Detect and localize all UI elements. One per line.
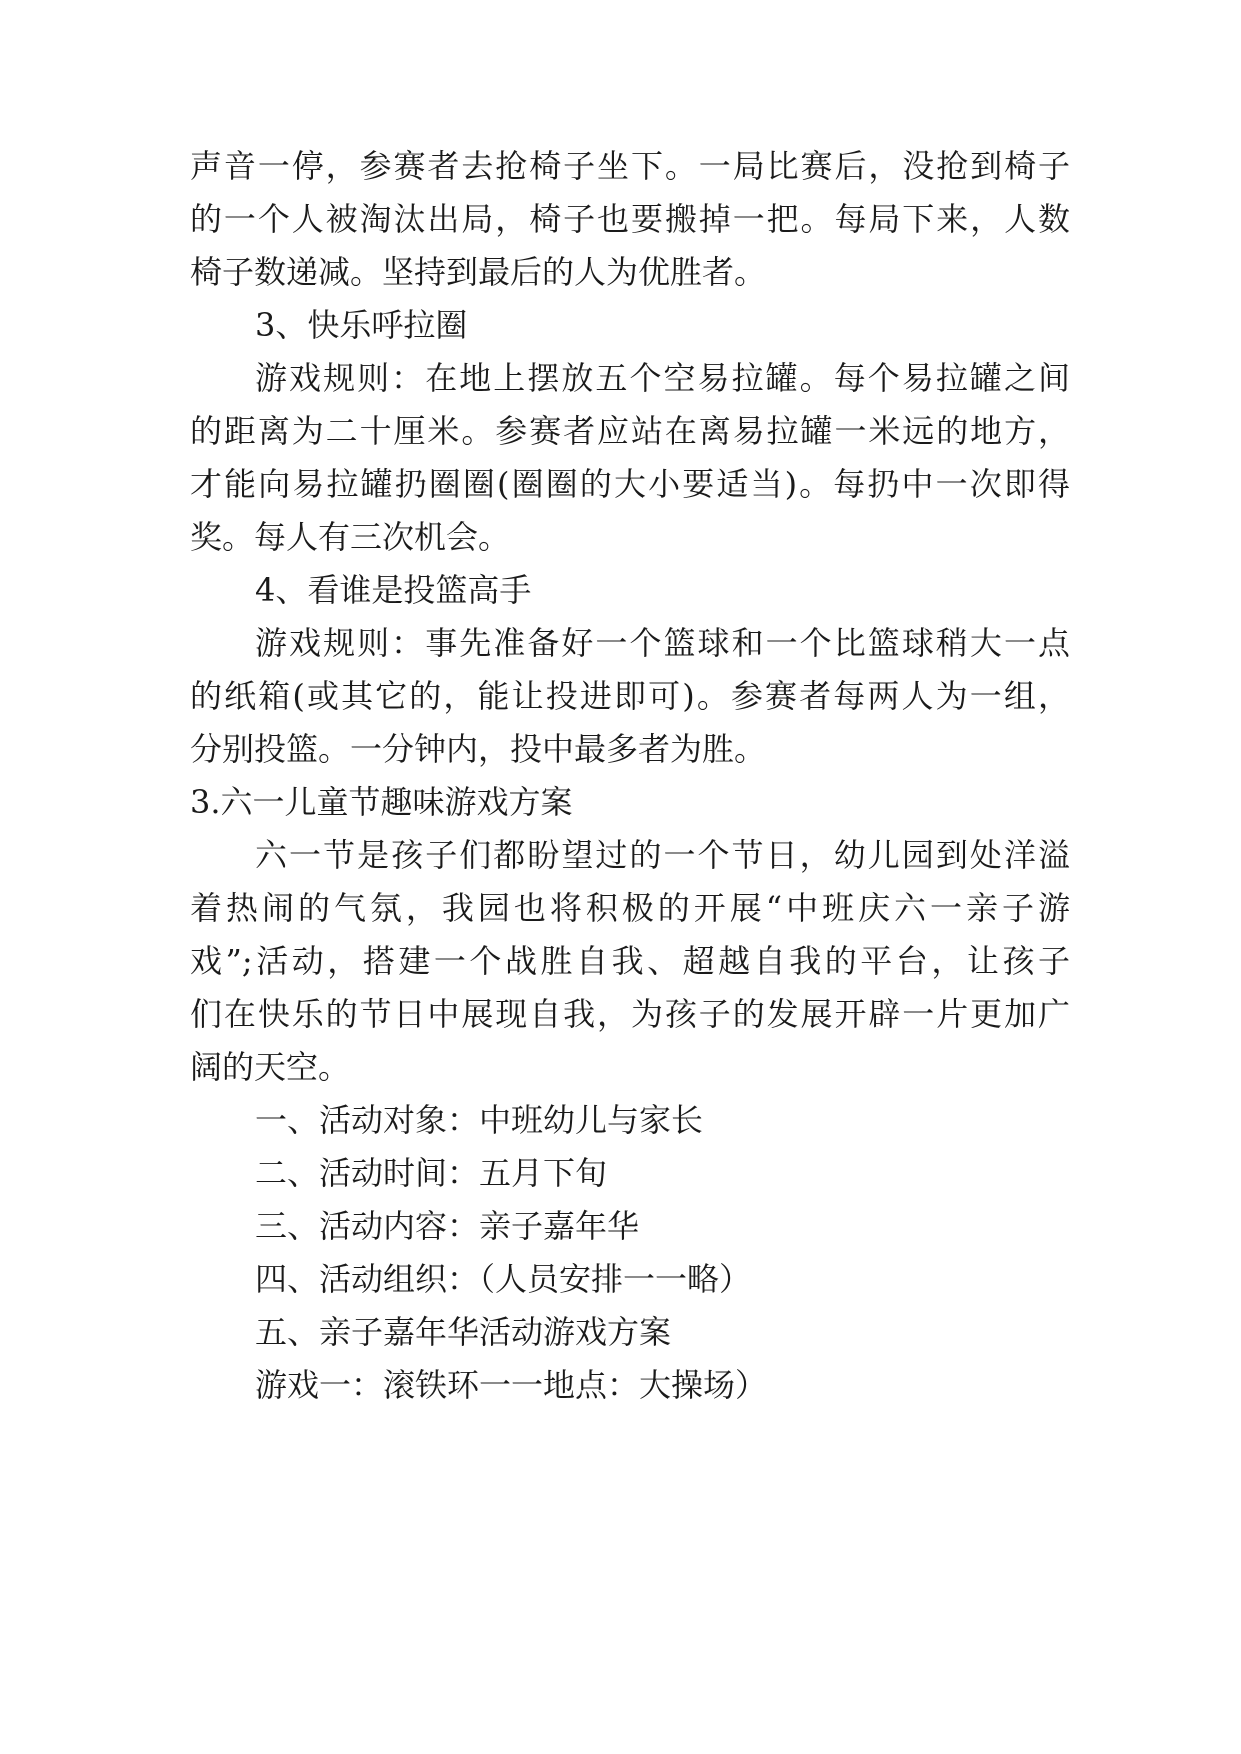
text-line: 才能向易拉罐扔圈圈(圈圈的大小要适当)。每扔中一次即得 <box>190 465 1070 503</box>
text-line: 的一个人被淘汰出局，椅子也要搬掉一把。每局下来，人数 <box>190 200 1070 238</box>
text-line: 游戏规则：事先准备好一个篮球和一个比篮球稍大一点 <box>255 624 1070 662</box>
text-line: 着热闹的气氛，我园也将积极的开展“中班庆六一亲子游 <box>190 889 1070 927</box>
text-line: 椅子数递减。坚持到最后的人为优胜者。 <box>190 253 767 291</box>
list-item: 二、活动时间：五月下旬 <box>255 1154 608 1192</box>
text-line: 分别投篮。一分钟内，投中最多者为胜。 <box>190 730 767 768</box>
text-line: 阔的天空。 <box>190 1048 351 1086</box>
list-item: 游戏一：滚铁环一一地点：大操场） <box>255 1366 768 1404</box>
text-line: 们在快乐的节日中展现自我，为孩子的发展开辟一片更加广 <box>190 995 1070 1033</box>
list-item: 五、亲子嘉年华活动游戏方案 <box>255 1313 672 1351</box>
text-line: 的距离为二十厘米。参赛者应站在离易拉罐一米远的地方， <box>190 412 1070 450</box>
text-line: 奖。每人有三次机会。 <box>190 518 511 556</box>
chapter-heading: 3.六一儿童节趣味游戏方案 <box>190 783 573 821</box>
text-line: 声音一停，参赛者去抢椅子坐下。一局比赛后，没抢到椅子 <box>190 147 1070 185</box>
list-item: 三、活动内容：亲子嘉年华 <box>255 1207 640 1245</box>
text-line: 游戏规则：在地上摆放五个空易拉罐。每个易拉罐之间 <box>255 359 1070 397</box>
section-heading: 3、快乐呼拉圈 <box>255 306 468 344</box>
list-item: 一、活动对象：中班幼儿与家长 <box>255 1101 704 1139</box>
section-heading: 4、看谁是投篮高手 <box>255 571 532 609</box>
text-line: 六一节是孩子们都盼望过的一个节日，幼儿园到处洋溢 <box>255 836 1070 874</box>
text-line: 的纸箱(或其它的，能让投进即可)。参赛者每两人为一组， <box>190 677 1070 715</box>
text-line: 戏”;活动，搭建一个战胜自我、超越自我的平台，让孩子 <box>190 942 1070 980</box>
list-item: 四、活动组织：（人员安排一一略） <box>255 1260 752 1298</box>
